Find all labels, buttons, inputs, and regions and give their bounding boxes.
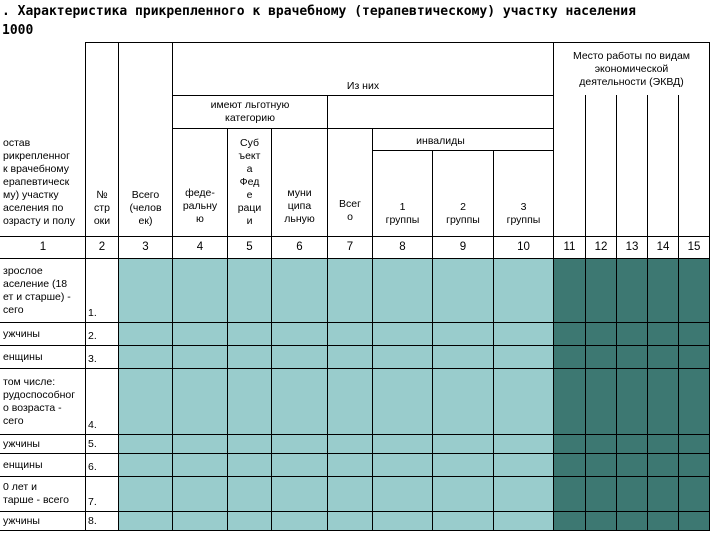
grid-line-v <box>585 95 586 531</box>
column-number: 5 <box>246 241 253 253</box>
grid-line-v <box>118 42 119 531</box>
column-number: 4 <box>196 241 204 253</box>
column-number: 6 <box>296 241 303 253</box>
header-group-3: 3 группы <box>506 200 541 226</box>
column-number: 10 <box>517 241 530 253</box>
grid-line-v <box>678 95 679 531</box>
row-label: енщины <box>3 458 43 471</box>
grid-line-v <box>709 42 710 531</box>
column-number: 15 <box>687 241 701 253</box>
header-group-1: 1 группы <box>385 200 420 226</box>
row-number: 6. <box>88 461 97 473</box>
column-number: 7 <box>346 241 354 253</box>
grid-line-v <box>372 128 373 531</box>
header-workplace: Место работы по видам экономической деятельности (ЭКВД) <box>572 49 691 88</box>
row-label: зрослое аселение (18 ет и старше) - сего <box>3 264 71 316</box>
header-composition: остав рикрепленног к врачебному ерапевтическ му) участку аселения по озрасту и полу <box>3 137 76 227</box>
column-number: 14 <box>656 241 670 253</box>
data-area-dark <box>553 258 709 530</box>
grid-line-v <box>553 42 554 531</box>
row-label: енщины <box>3 350 43 363</box>
column-number: 11 <box>563 241 576 253</box>
row-label: ужчины <box>3 514 40 527</box>
grid-line-h <box>0 530 710 531</box>
row-label: ужчины <box>3 327 40 340</box>
grid-line-v <box>616 95 617 531</box>
row-number: 2. <box>88 330 97 342</box>
header-total: Всего (челов ек) <box>129 189 162 227</box>
header-federal: феде- ральну ю <box>182 186 218 225</box>
row-label: 0 лет и тарше - всего <box>3 481 69 506</box>
header-row-number: № стр оки <box>93 189 111 227</box>
grid-line-v <box>327 95 328 531</box>
header-disabled-total: Всег о <box>339 198 361 223</box>
table-title: . Характеристика прикрепленного к врачебному (терапевтическому) участку населения 1000 <box>2 4 636 38</box>
header-municipal: муни ципа льную <box>284 186 315 225</box>
row-label: том числе: рудоспособног о возраста - сего <box>3 375 76 427</box>
row-number: 8. <box>88 515 97 527</box>
row-number: 3. <box>88 353 97 365</box>
grid-line-h <box>372 150 554 151</box>
column-number: 1 <box>39 241 47 253</box>
grid-line-v <box>647 95 648 531</box>
column-number: 3 <box>142 241 149 253</box>
header-disabled: инвалиды <box>416 135 465 147</box>
header-of-them: Из них <box>346 80 380 92</box>
row-number: 5. <box>88 438 97 450</box>
row-number: 1. <box>88 307 97 319</box>
header-subject-federation: Суб ъект а Фед е раци и <box>237 137 262 227</box>
header-group-2: 2 группы <box>446 200 480 226</box>
column-number: 8 <box>399 241 406 253</box>
column-number: 2 <box>98 241 106 253</box>
data-area-light <box>118 258 553 530</box>
row-number: 7. <box>88 496 97 508</box>
column-number: 9 <box>459 241 467 253</box>
column-number: 12 <box>594 241 608 253</box>
row-number: 4. <box>88 419 97 431</box>
column-number: 13 <box>625 241 639 253</box>
header-privileged: имеют льготную категорию <box>210 99 290 124</box>
row-label: ужчины <box>3 437 40 450</box>
